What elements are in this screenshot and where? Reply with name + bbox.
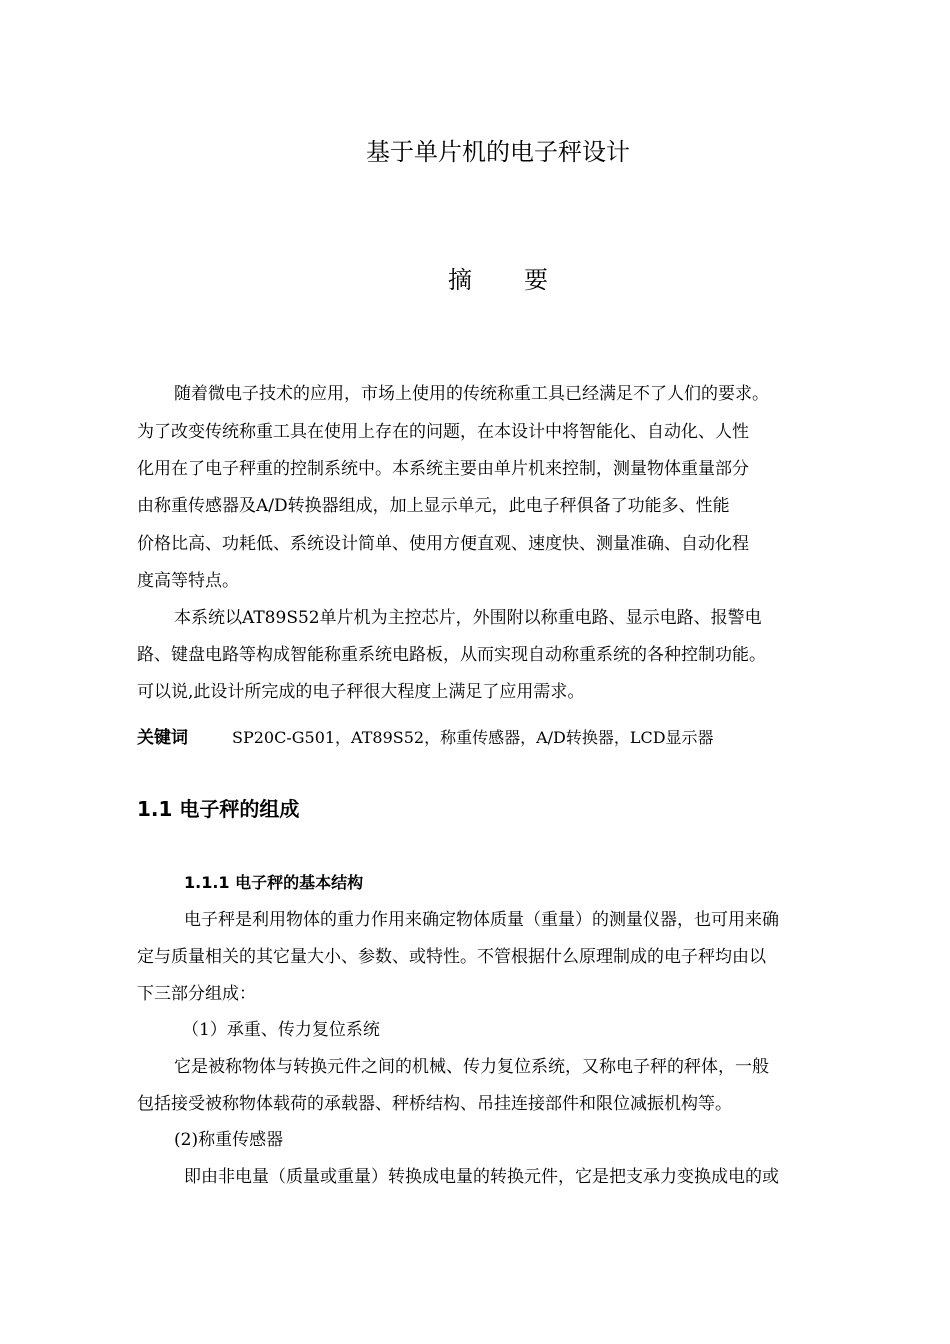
body-line: 它是被称物体与转换元件之间的机械、传力复位系统，又称电子秤的秤体，一般 xyxy=(174,1057,769,1077)
body-line: (2)称重传感器 xyxy=(174,1130,284,1150)
document-title: 基于单片机的电子秤设计 xyxy=(366,138,630,166)
body-line: 包括接受被称物体载荷的承载器、秤桥结构、吊挂连接部件和限位减振机构等。 xyxy=(137,1094,732,1114)
abstract-line: 价格比高、功耗低、系统设计简单、使用方便直观、速度快、测量准确、自动化程 xyxy=(137,534,749,554)
body-line: 电子秤是利用物体的重力作用来确定物体质量（重量）的测量仪器，也可用来确 xyxy=(184,910,779,930)
abstract-line: 可以说,此设计所完成的电子秤很大程度上满足了应用需求。 xyxy=(137,682,585,702)
abstract-line: 度高等特点。 xyxy=(137,571,239,591)
abstract-line: 为了改变传统称重工具在使用上存在的问题，在本设计中将智能化、自动化、人性 xyxy=(137,422,749,442)
abstract-heading: 摘要 xyxy=(448,266,600,294)
abstract-line: 由称重传感器及A/D转换器组成，加上显示单元，此电子秤俱备了功能多、性能 xyxy=(137,496,730,516)
abstract-line: 路、键盘电路等构成智能称重系统电路板，从而实现自动称重系统的各种控制功能。 xyxy=(137,645,766,665)
keywords-label: 关键词 xyxy=(137,728,188,748)
body-line: 下三部分组成： xyxy=(137,984,256,1004)
body-line: 定与质量相关的其它量大小、参数、或特性。不管根据什么原理制成的电子秤均由以 xyxy=(137,947,766,967)
section-heading: 1.1 电子秤的组成 xyxy=(137,797,300,821)
abstract-line: 化用在了电子秤重的控制系统中。本系统主要由单片机来控制，测量物体重量部分 xyxy=(137,459,749,479)
body-line: （1）承重、传力复位系统 xyxy=(182,1020,380,1040)
abstract-line: 随着微电子技术的应用，市场上使用的传统称重工具已经满足不了人们的要求。 xyxy=(174,384,769,404)
body-line: 即由非电量（质量或重量）转换成电量的转换元件，它是把支承力变换成电的或 xyxy=(184,1167,779,1187)
abstract-line: 本系统以AT89S52单片机为主控芯片，外围附以称重电路、显示电路、报警电 xyxy=(174,608,762,628)
keywords-text: SP20C-G501，AT89S52，称重传感器，A/D转换器，LCD显示器 xyxy=(232,728,714,747)
subsection-heading: 1.1.1 电子秤的基本结构 xyxy=(184,873,364,892)
